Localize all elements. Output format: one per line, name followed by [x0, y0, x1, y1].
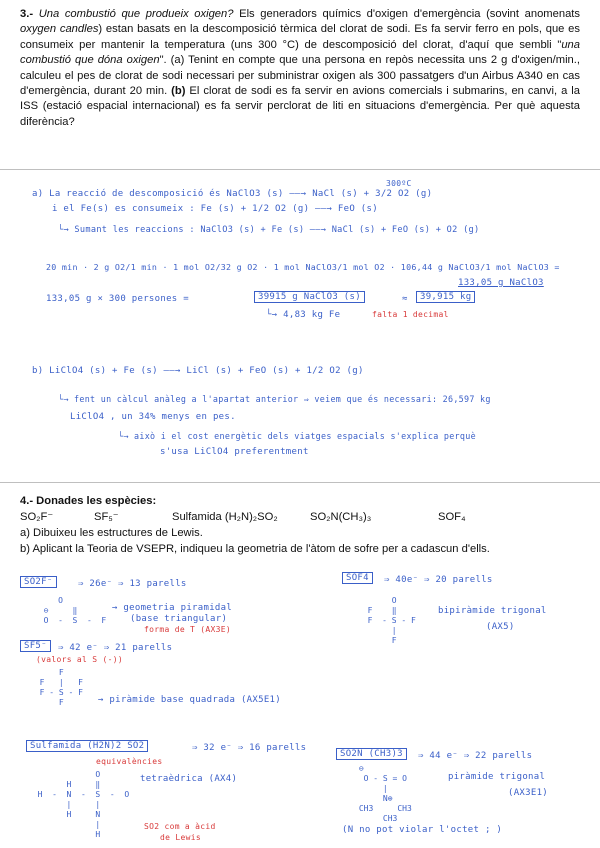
sulfamida-count: ⇒ 32 e⁻ ⇒ 16 parells	[192, 743, 307, 753]
b-line-3: LiClO4 , un 34% menys en pes.	[70, 412, 236, 422]
q3-italic-1: oxygen candles	[20, 23, 99, 36]
b-line-2: └→ fent un càlcul anàleg a l'apartat anterior ⇒ veiem que és necessari: 26,597 kg	[58, 394, 491, 404]
so2f-lewis: O ⊖ ‖ O - S - F	[43, 596, 107, 625]
sof4-box: SOF4	[342, 572, 373, 584]
species-1: SO₂F⁻	[20, 511, 54, 523]
a-fe-mass: └→ 4,83 kg Fe	[266, 310, 341, 320]
a-calc-result: 133,05 g NaClO3	[458, 278, 544, 288]
so2n-note: (N no pot violar l'octet ; )	[342, 825, 503, 835]
q3-title: Una combustió que produeix oxigen?	[38, 8, 234, 20]
sulfamida-lewis: O H ‖ H - N - S - O | | H N | H	[37, 770, 130, 839]
a-correction: falta 1 decimal	[372, 310, 449, 319]
species-5: SOF₄	[438, 511, 466, 523]
sulfamida-box: Sulfamida (H2N)2 SO2	[26, 740, 148, 752]
question-3-text	[20, 7, 580, 130]
q3-part-b-label: (b)	[171, 85, 186, 98]
q3-body-2: ) estan basats en la descomposició tèrmica del clorat de sodi. Es fa servir ferro en pols, que es consumeix per mantenir la temperatura (uns 300 °C) de descomposició del clorat, d'aquí que sembli "	[20, 23, 580, 51]
a-approx: ≈	[402, 294, 408, 304]
sulfamida-note-2: de Lewis	[160, 833, 201, 842]
sf5-geometry: → piràmide base quadrada (AX5E1)	[98, 695, 281, 705]
so2f-geometry-2: (base triangular)	[130, 614, 228, 624]
a-line-3: └→ Sumant les reaccions : NaClO3 (s) + Fe (s) ——→ NaCl (s) + FeO (s) + O2 (g)	[58, 225, 480, 235]
sulfamida-note: SO2 com a àcid	[144, 822, 216, 831]
q3-body-4: El clorat de sodi es fa servir en avions comercials i submarins, en canvi, a la ISS (estació espacial internacional) es fa servir perclorat de liti en situacions d'emergència. Per què aquesta diferència?	[20, 85, 580, 128]
sof4-geometry: bipiràmide trigonal	[438, 606, 547, 616]
a-line-2: i el Fe(s) es consumeix : Fe (s) + 1/2 O2 (g) ——→ FeO (s)	[52, 204, 378, 214]
b-line-1: b) LiClO4 (s) + Fe (s) ——→ LiCl (s) + FeO (s) + 1/2 O2 (g)	[32, 366, 364, 376]
species-2: SF₅⁻	[94, 511, 119, 523]
sf5-box: SF5⁻	[20, 640, 51, 652]
so2n-lewis: ⊖ O - S = O | N⊕ CH3 CH3 CH3	[358, 764, 412, 823]
q3-body-3: ". (a) Tenint en compte que una persona en repòs necessita uns 2 g d'oxigen/min., calculeu el pes de clorat de sodi necessari per subministrar oxigen als 300 passatgers d'un Airbus A340 en cas d'emergència, durant 20 min.	[20, 54, 580, 98]
so2n-form: (AX3E1)	[508, 788, 549, 798]
q4-part-b: b) Aplicant la Teoria de VSEPR, indiqueu la geometria de l'àtom de sofre per a cadascun d'ells.	[20, 543, 490, 555]
so2n-count: ⇒ 44 e⁻ ⇒ 22 parells	[418, 751, 533, 761]
b-line-4: └→ això i el cost energètic dels viatges espacials s'explica perquè	[118, 431, 476, 441]
q3-body-1: Els generadors químics d'oxigen d'emergència (sovint anomenats	[233, 8, 580, 20]
sulfamida-correction: equivalències	[96, 757, 163, 766]
divider	[0, 482, 600, 483]
sof4-lewis: O F ‖ F - S - F | F	[367, 596, 416, 645]
a-multiply: 133,05 g × 300 persones =	[46, 294, 189, 304]
a-temp-label: 300ºC	[386, 179, 412, 188]
so2f-count: ⇒ 26e⁻ ⇒ 13 parells	[78, 579, 187, 589]
q4-part-a: a) Dibuixeu les estructures de Lewis.	[20, 527, 203, 539]
so2f-correction: forma de T (AX3E)	[144, 625, 231, 634]
sof4-form: (AX5)	[486, 622, 515, 632]
sf5-correction: (valors al S (-))	[36, 655, 123, 664]
q4-title-text: 4.- Donades les espècies:	[20, 495, 157, 507]
a-line-1: a) La reacció de descomposició és NaClO3 (s) ——→ NaCl (s) + 3/2 O2 (g)	[32, 189, 433, 199]
a-kg-result: 39,915 kg	[416, 291, 475, 303]
so2n-box: SO2N (CH3)3	[336, 748, 407, 760]
q3-number: 3.-	[20, 8, 39, 20]
species-3: Sulfamida (H₂N)₂SO₂	[172, 511, 278, 523]
q3-italic-2: una combustió que dóna oxigen	[20, 38, 580, 67]
sf5-lewis: F F | F F - S - F F	[39, 668, 83, 707]
so2f-box: SO2F⁻	[20, 576, 57, 588]
sf5-count: ⇒ 42 e⁻ ⇒ 21 parells	[58, 643, 173, 653]
b-line-5: s'usa LiClO4 preferentment	[160, 447, 309, 457]
divider	[0, 169, 600, 170]
sof4-count: ⇒ 40e⁻ ⇒ 20 parells	[384, 575, 493, 585]
sulfamida-geometry: tetraèdrica (AX4)	[140, 774, 238, 784]
so2n-geometry: piràmide trigonal	[448, 772, 546, 782]
q4-title	[20, 494, 580, 509]
so2f-geometry: → geometria piramidal	[112, 603, 233, 613]
a-calc: 20 min · 2 g O2/1 min · 1 mol O2/32 g O2 · 1 mol NaClO3/1 mol O2 · 106,44 g NaClO3/1 mol NaClO3 =	[46, 262, 560, 272]
a-boxed-result: 39915 g NaClO3 (s)	[254, 291, 365, 303]
species-4: SO₂N(CH₃)₃	[310, 511, 372, 523]
